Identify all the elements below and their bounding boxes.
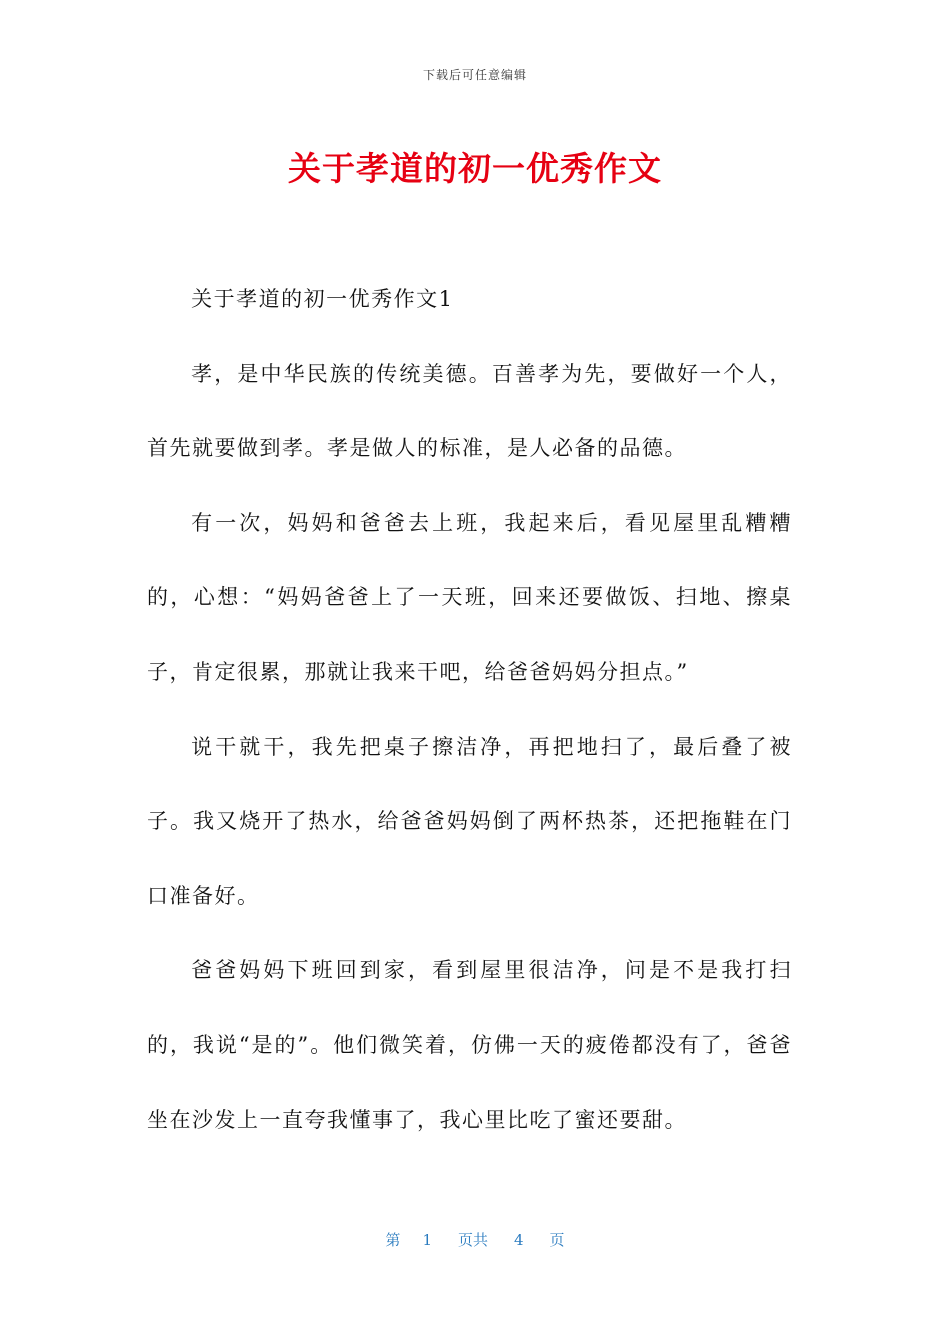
paragraph: 说干就干，我先把桌子擦洁净，再把地扫了，最后叠了被子。我又烧开了热水，给爸爸妈妈倒了两杯热茶，还把拖鞋在门口准备好。 — [147, 734, 792, 908]
page-prefix: 第 — [385, 1231, 401, 1249]
page-suffix: 页 — [549, 1231, 565, 1249]
document-title: 关于孝道的初一优秀作文 — [288, 149, 662, 188]
page-footer — [0, 1229, 950, 1250]
document-body — [147, 262, 792, 1157]
paragraph-heading: 关于孝道的初一优秀作文1 — [191, 287, 454, 311]
paragraph: 爸爸妈妈下班回到家，看到屋里很洁净，问是不是我打扫的，我说“是的”。他们微笑着，仿佛一天的疲倦都没有了，爸爸坐在沙发上一直夸我懂事了，我心里比吃了蜜还要甜。 — [147, 958, 792, 1132]
paragraph: 孝，是中华民族的传统美德。百善孝为先，要做好一个人，首先就要做到孝。孝是做人的标准，是人必备的品德。 — [147, 361, 792, 461]
page-middle-text: 页共 — [457, 1231, 488, 1249]
total-pages-number: 4 — [514, 1231, 524, 1249]
paragraph: 有一次，妈妈和爸爸去上班，我起来后，看见屋里乱糟糟的，心想：“妈妈爸爸上了一天班，回来还要做饭、扫地、擦桌子，肯定很累，那就让我来干吧，给爸爸妈妈分担点。” — [147, 510, 792, 684]
header-note: 下载后可任意编辑 — [422, 68, 527, 82]
current-page-number: 1 — [422, 1231, 432, 1249]
